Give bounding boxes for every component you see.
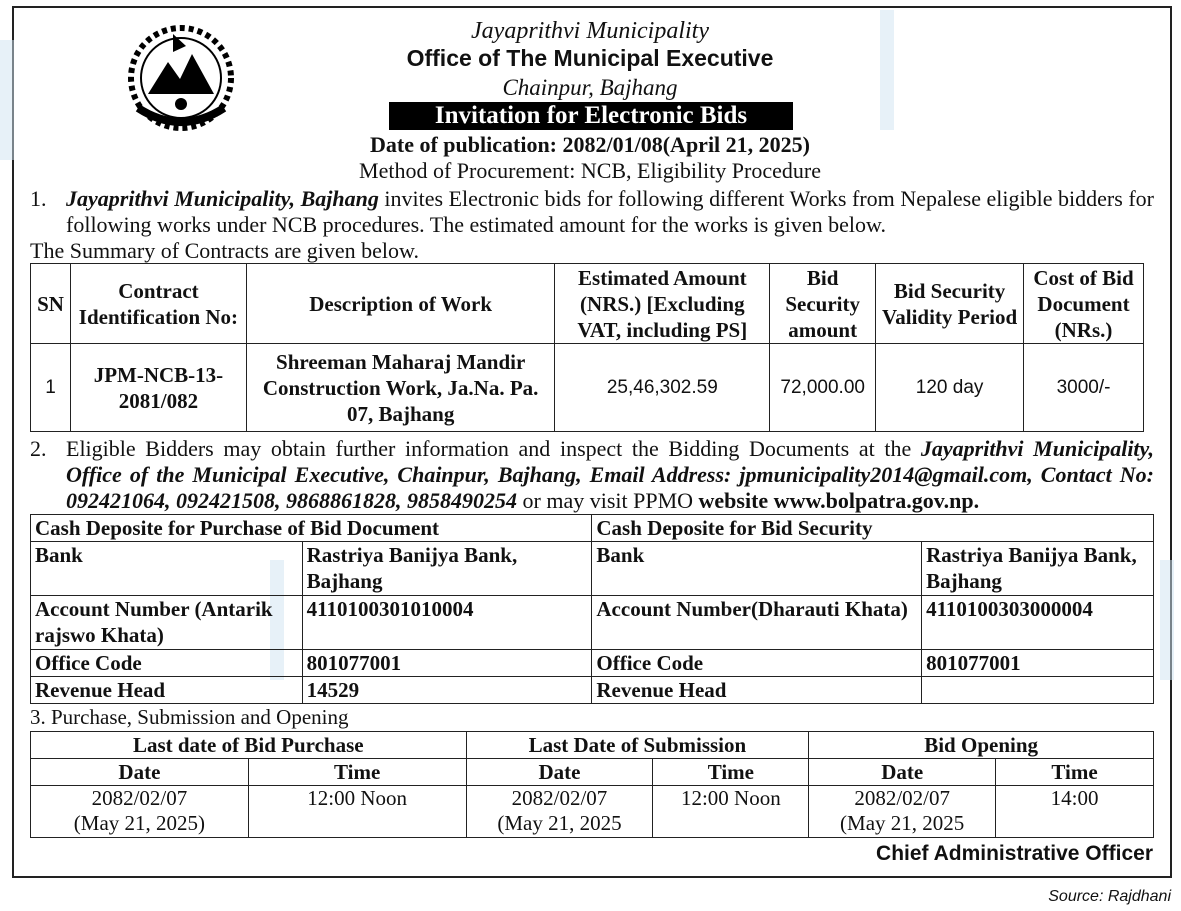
deposit-table: [30, 514, 1154, 704]
office-location: Chainpur, Bajhang: [502, 75, 678, 100]
cell-date-ad: (May 21, 2025): [73, 811, 206, 835]
section-3-title: 3. Purchase, Submission and Opening: [30, 705, 349, 729]
row-value: 14529: [302, 677, 592, 704]
table-row: [31, 344, 1144, 432]
cell-cost: 3000/-: [1024, 344, 1144, 432]
cell-date: 2082/02/07: [854, 786, 951, 810]
cell-time: 12:00 Noon: [307, 786, 408, 810]
row-value: 4110100301010004: [302, 596, 592, 650]
column-header: Date: [466, 759, 653, 786]
row-label: Bank: [31, 542, 303, 596]
cell-date: 2082/02/07: [511, 786, 608, 810]
summary-intro: The Summary of Contracts are given below.: [30, 238, 419, 263]
cell-sn: 1: [31, 344, 71, 432]
paragraph-1-text: invites Electronic bids for following different Works from Nepalese eligible bidders for following works under NCB procedures. The estimated amount for the works is given below.: [66, 186, 1155, 237]
office-name: Office of The Municipal Executive: [406, 45, 774, 71]
schedule-table: [30, 731, 1154, 838]
deposit-title-left: Cash Deposite for Purchase of Bid Document: [31, 515, 592, 542]
paragraph-1: [30, 186, 1154, 238]
contracts-table: [30, 263, 1144, 432]
cell-date-ad: (May 21, 2025: [497, 811, 622, 835]
column-header: Contract Identification No:: [70, 264, 246, 344]
row-label: Revenue Head: [592, 677, 922, 704]
column-header: SN: [31, 264, 71, 344]
municipality-emblem-icon: [118, 24, 244, 132]
table-row: [31, 596, 1154, 650]
cell-time: 14:00: [1050, 786, 1099, 810]
notice-title-banner: Invitation for Electronic Bids: [389, 102, 793, 130]
signer-title: Chief Administrative Officer: [876, 842, 1153, 865]
row-label: Office Code: [592, 650, 922, 677]
row-label: Revenue Head: [31, 677, 303, 704]
table-row: [31, 650, 1154, 677]
cell-date-ad: (May 21, 2025: [840, 811, 965, 835]
column-header: Time: [996, 759, 1154, 786]
row-label: Office Code: [31, 650, 303, 677]
column-header: Estimated Amount (NRS.) [Excluding VAT, including PS]: [555, 264, 770, 344]
cell-bid-security: 72,000.00: [770, 344, 876, 432]
group-header: Last date of Bid Purchase: [31, 732, 467, 759]
row-value: 801077001: [922, 650, 1154, 677]
row-label: Account Number (Antarik rajswo Khata): [31, 596, 303, 650]
procurement-method: Method of Procurement: NCB, Eligibility Procedure: [359, 158, 821, 183]
row-value: [922, 677, 1154, 704]
municipality-name: Jayaprithvi Municipality: [471, 18, 709, 44]
paragraph-2-text: Eligible Bidders may obtain further information and inspect the Bidding Documents at the: [66, 436, 921, 461]
column-header: Time: [248, 759, 466, 786]
paragraph-1-lead: Jayaprithvi Municipality, Bajhang: [66, 186, 379, 211]
column-header: Time: [653, 759, 809, 786]
paragraph-2-contact: Jayaprithvi Municipality, Office of the Municipal Executive, Chainpur, Bajhang, Email Address: jpmunicipality2014@gmail.com, Contact No: 092421064, 092421508, 9868861828, 9858490254: [66, 436, 1154, 513]
paragraph-number: 1.: [30, 186, 47, 211]
cell-description: Shreeman Maharaj Mandir Construction Work, Ja.Na. Pa. 07, Bajhang: [246, 344, 555, 432]
cell-estimated-amount: 25,46,302.59: [555, 344, 770, 432]
cell-time: 12:00 Noon: [680, 786, 781, 810]
paragraph-number: 2.: [30, 436, 47, 461]
row-value: 801077001: [302, 650, 592, 677]
column-header: Bid Security Validity Period: [876, 264, 1024, 344]
paragraph-2-website: website www.bolpatra.gov.np.: [698, 488, 980, 513]
watermark-stripe: [880, 10, 894, 130]
column-header: Description of Work: [246, 264, 555, 344]
column-header: Cost of Bid Document (NRs.): [1024, 264, 1144, 344]
cell-validity: 120 day: [876, 344, 1024, 432]
row-label: Bank: [592, 542, 922, 596]
table-row: [31, 786, 1154, 838]
paragraph-2-text-2: or may visit PPMO: [517, 488, 699, 513]
column-header: Bid Security amount: [770, 264, 876, 344]
deposit-title-right: Cash Deposite for Bid Security: [592, 515, 1154, 542]
table-header-row: [31, 264, 1144, 344]
paragraph-2: [30, 436, 1154, 514]
watermark-stripe: [0, 40, 14, 160]
row-value: 4110100303000004: [922, 596, 1154, 650]
cell-date: 2082/02/07: [91, 786, 188, 810]
row-value: Rastriya Banijya Bank, Bajhang: [922, 542, 1154, 596]
group-header: Bid Opening: [809, 732, 1154, 759]
row-label: Account Number(Dharauti Khata): [592, 596, 922, 650]
row-value: Rastriya Banijya Bank, Bajhang: [302, 542, 592, 596]
column-header: Date: [809, 759, 996, 786]
source-credit: Source: Rajdhani: [1048, 888, 1171, 905]
group-header: Last Date of Submission: [466, 732, 809, 759]
watermark-stripe: [1160, 560, 1174, 680]
column-header: Date: [31, 759, 249, 786]
publication-date: Date of publication: 2082/01/08(April 21, 2025): [370, 132, 810, 157]
table-row: [31, 677, 1154, 704]
table-row: [31, 542, 1154, 596]
cell-contract-id: JPM-NCB-13-2081/082: [70, 344, 246, 432]
